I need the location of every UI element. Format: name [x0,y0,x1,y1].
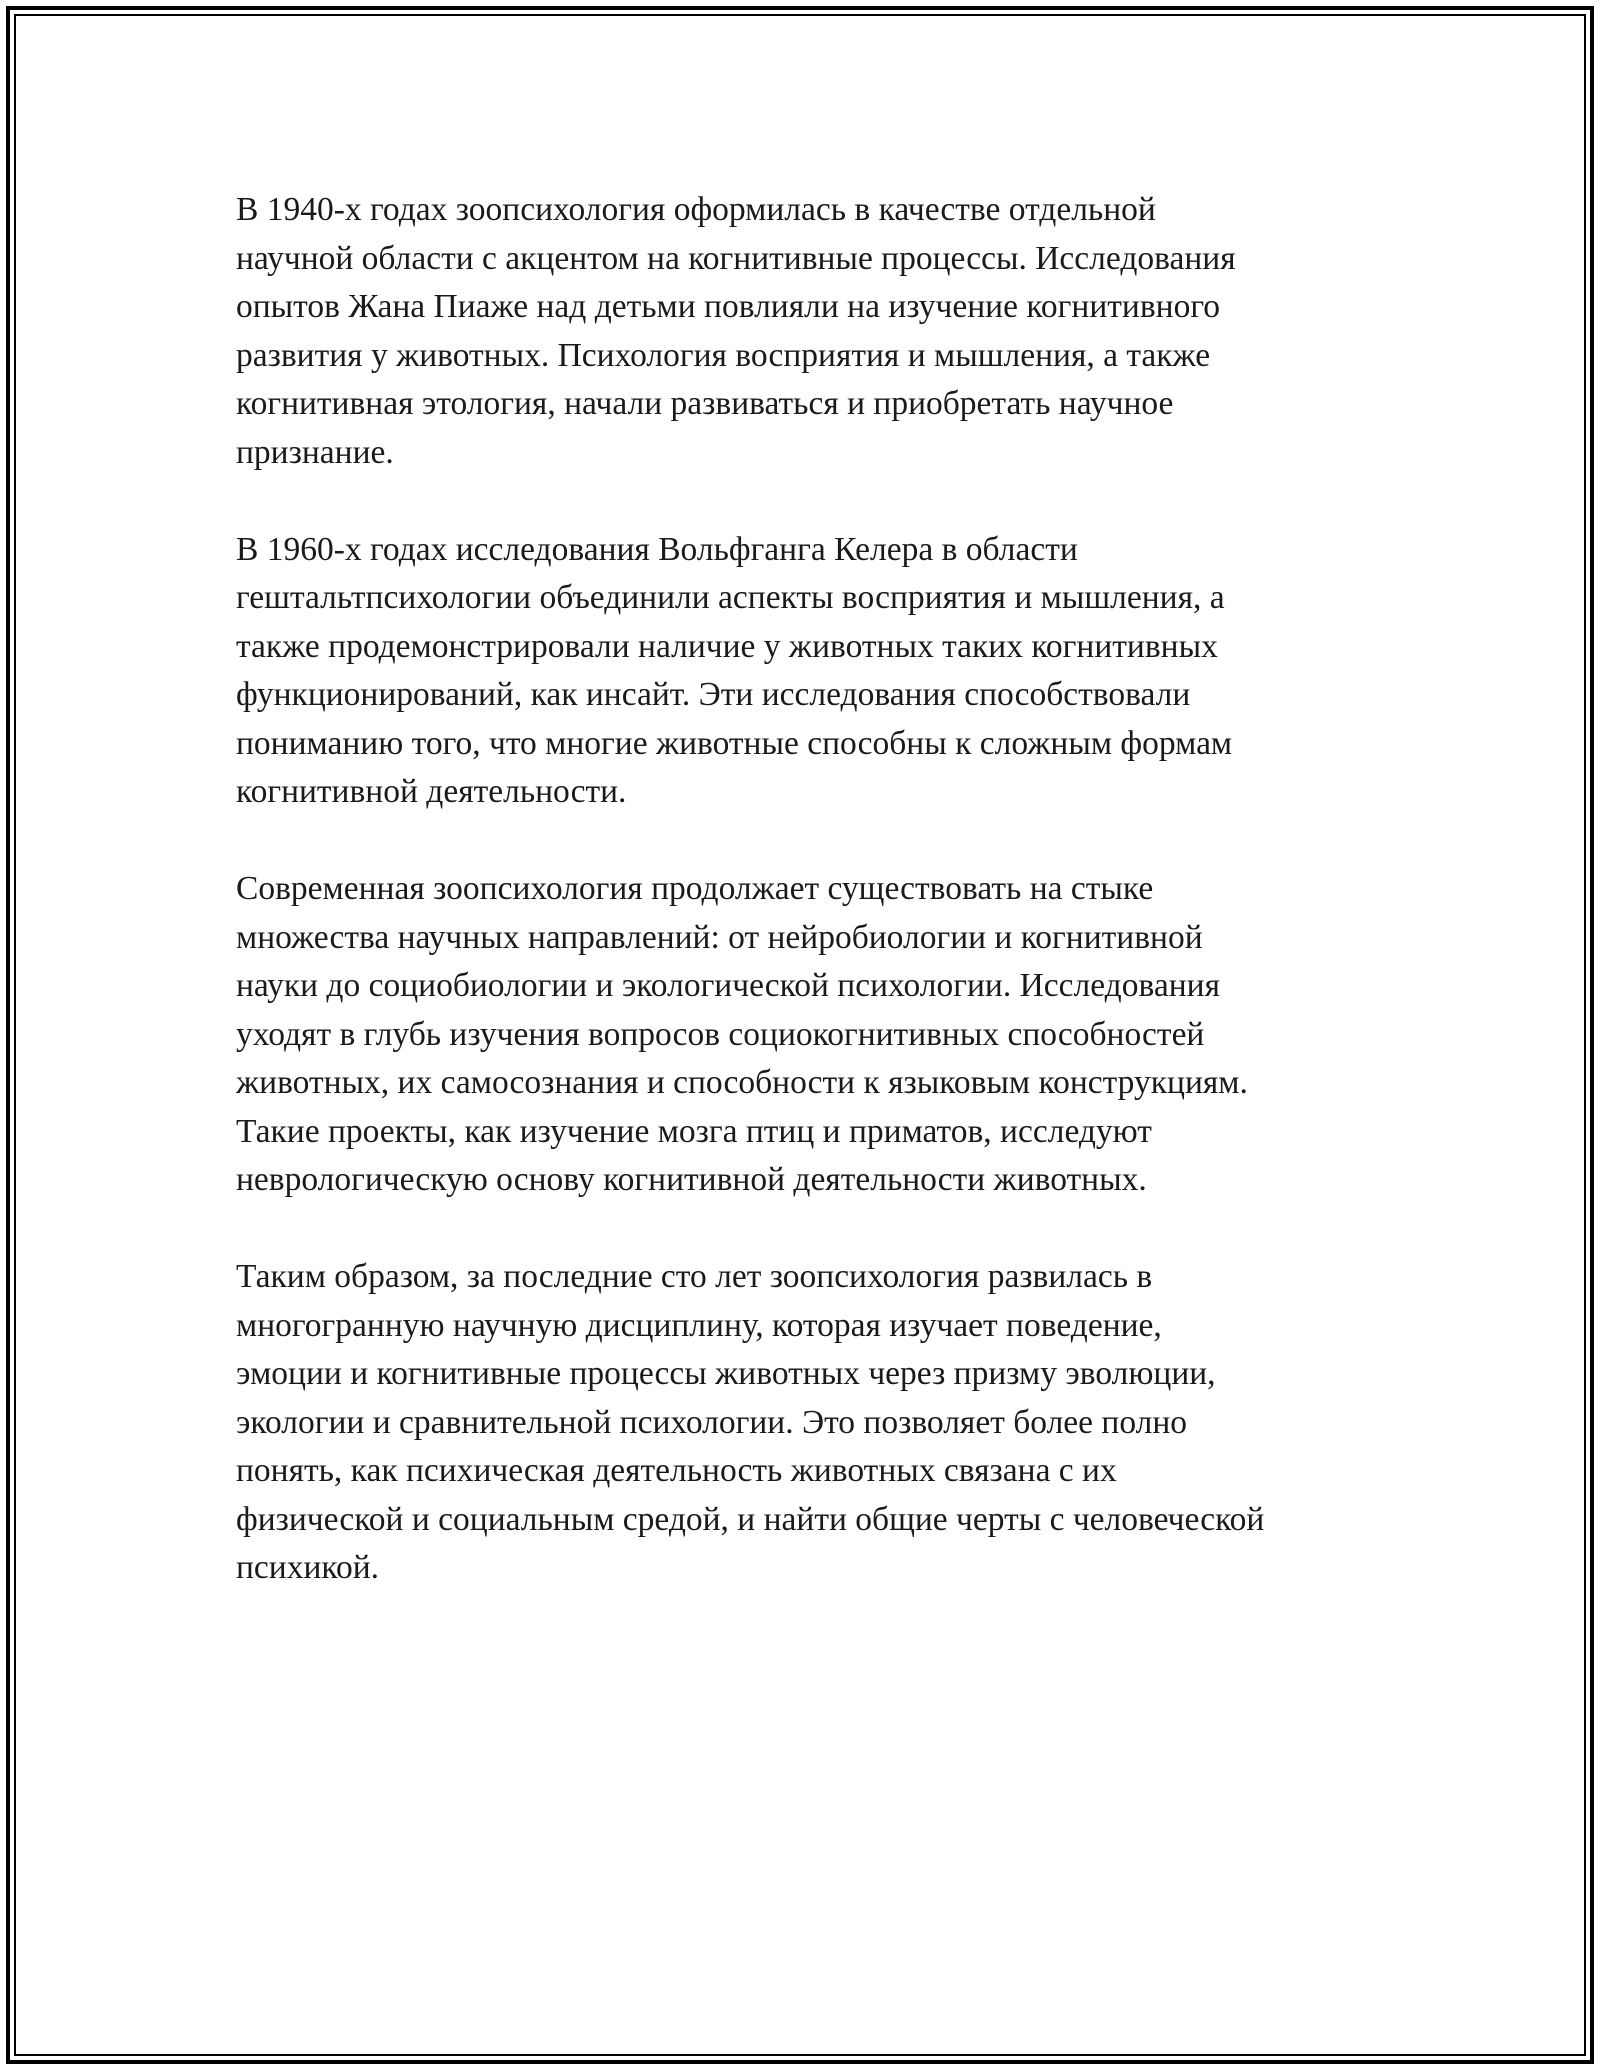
paragraph-1960s: В 1960-х годах исследования Вольфганга Келера в области гештальтпсихологии объединили аспекты восприятия и мышления, а также продемонстрировали наличие у животных таких когнитивных функционирований, как инсайт. Эти исследования способствовали пониманию того, что многие животные способны к сложным формам когнитивной деятельности. [236,530,1233,810]
document-body [236,186,1386,1641]
paragraph-conclusion: Таким образом, за последние сто лет зоопсихология развилась в многогранную научную дисциплину, которая изучает поведение, эмоции и когнитивные процессы животных через призму эволюции, экологии и сравнительной психологии. Это позволяет более полно понять, как психическая деятельность животных связана с их физической и социальным средой, и найти общие черты с человеческой психикой. [236,1258,1265,1586]
paragraph-1940s: В 1940-х годах зоопсихология оформилась в качестве отдельной научной области с акцентом на когнитивные процессы. Исследования опытов Жана Пиаже над детьми повлияли на изучение когнитивного развития у животных. Психология восприятия и мышления, а также когнитивная этология, начали развиваться и приобретать научное признание. [236,191,1236,471]
paragraph-modern: Современная зоопсихология продолжает существовать на стыке множества научных направлений: от нейробиологии и когнитивной науки до социобиологии и экологической психологии. Исследования уходят в глубь изучения вопросов социокогнитивных способностей животных, их самосознания и способности к языковым конструкциям. Такие проекты, как изучение мозга птиц и приматов, исследуют неврологическую основу когнитивной деятельности животных. [236,870,1248,1198]
